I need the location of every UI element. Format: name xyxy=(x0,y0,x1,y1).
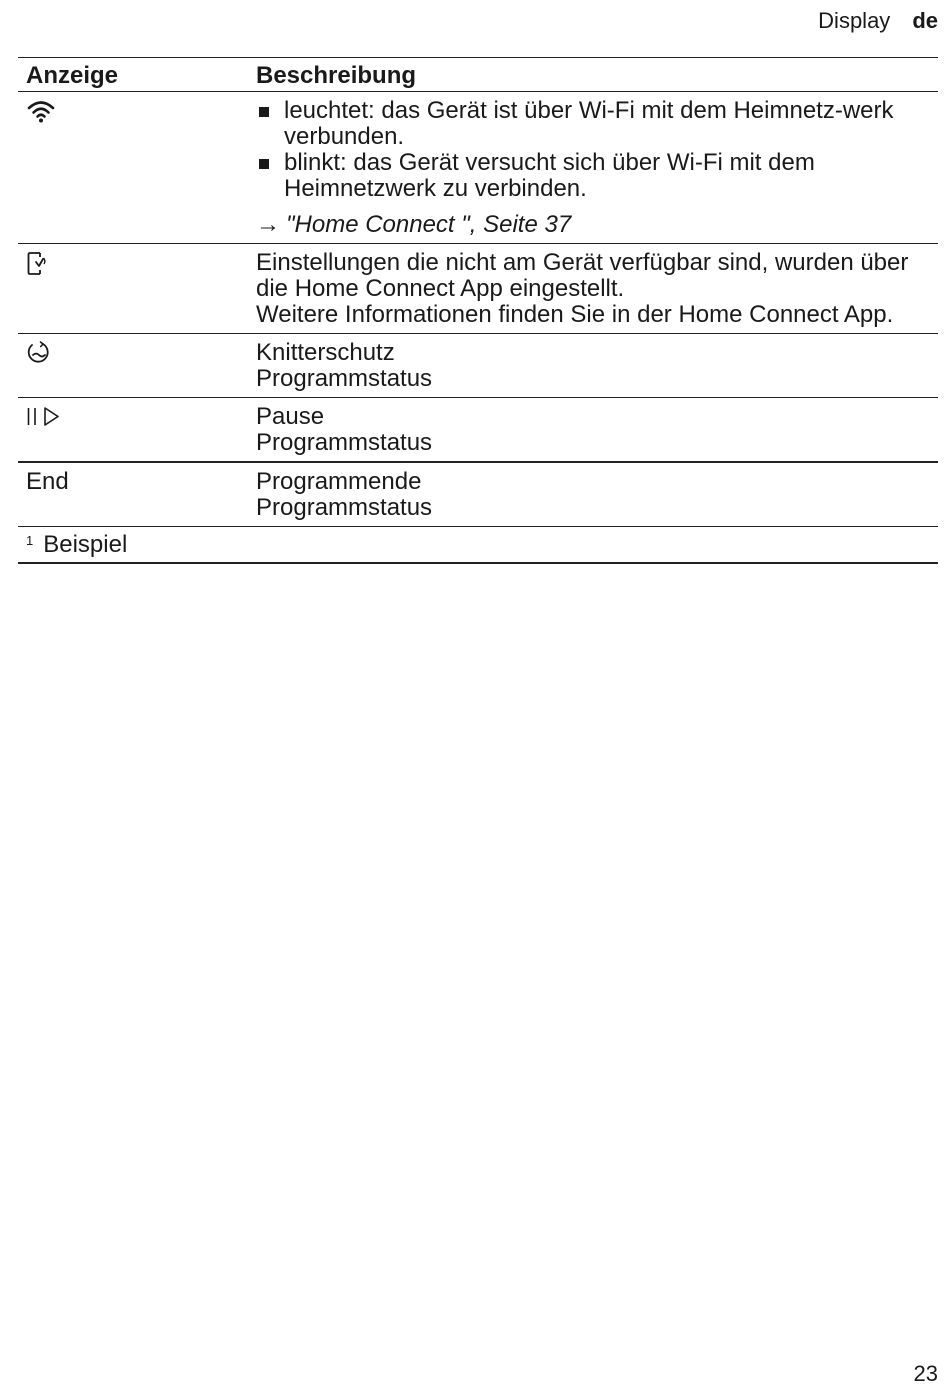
end-indicator: End xyxy=(26,468,69,495)
wifi-description-list xyxy=(256,98,938,202)
description-line: Programmstatus xyxy=(256,494,433,521)
anti-crease-icon xyxy=(26,340,52,366)
description-line: Programmende xyxy=(256,468,422,495)
table-row xyxy=(18,334,938,397)
footnote-text: Beispiel xyxy=(43,531,128,558)
page-number: 23 xyxy=(913,1361,938,1386)
cross-reference-text: "Home Connect ", Seite 37 xyxy=(286,211,572,238)
section-title: Display xyxy=(818,8,891,33)
footnote-marker: 1 xyxy=(26,533,34,548)
arrow-right-icon: → xyxy=(256,211,280,238)
wifi-icon xyxy=(26,98,56,126)
table-header-row xyxy=(18,58,938,91)
list-item: leuchtet: das Gerät ist über Wi-Fi mit dem Heimnetz-werk verbunden. xyxy=(256,98,938,150)
column-header-beschreibung: Beschreibung xyxy=(256,62,417,89)
table-row xyxy=(18,398,938,461)
description-line: Pause xyxy=(256,403,325,430)
description-line: Knitterschutz xyxy=(256,339,395,366)
description-line: Weitere Informationen finden Sie in der Home Connect App. xyxy=(256,301,894,328)
table-footnote xyxy=(18,527,938,562)
display-indicator-table xyxy=(18,57,938,564)
cross-reference-link[interactable] xyxy=(256,212,938,238)
language-code: de xyxy=(912,8,938,33)
page-header xyxy=(818,8,938,34)
remote-settings-icon xyxy=(26,250,50,278)
pause-play-icon xyxy=(26,404,66,430)
table-row xyxy=(18,92,938,243)
table-row xyxy=(18,244,938,333)
description-line: Programmstatus xyxy=(256,429,433,456)
list-item: blinkt: das Gerät versucht sich über Wi-Fi mit dem Heimnetzwerk zu verbinden. xyxy=(256,150,938,202)
description-line: Einstellungen die nicht am Gerät verfügbar sind, wurden über die Home Connect App eingestellt. xyxy=(256,249,909,302)
column-header-anzeige: Anzeige xyxy=(26,62,119,89)
description-line: Programmstatus xyxy=(256,365,433,392)
table-row xyxy=(18,463,938,526)
